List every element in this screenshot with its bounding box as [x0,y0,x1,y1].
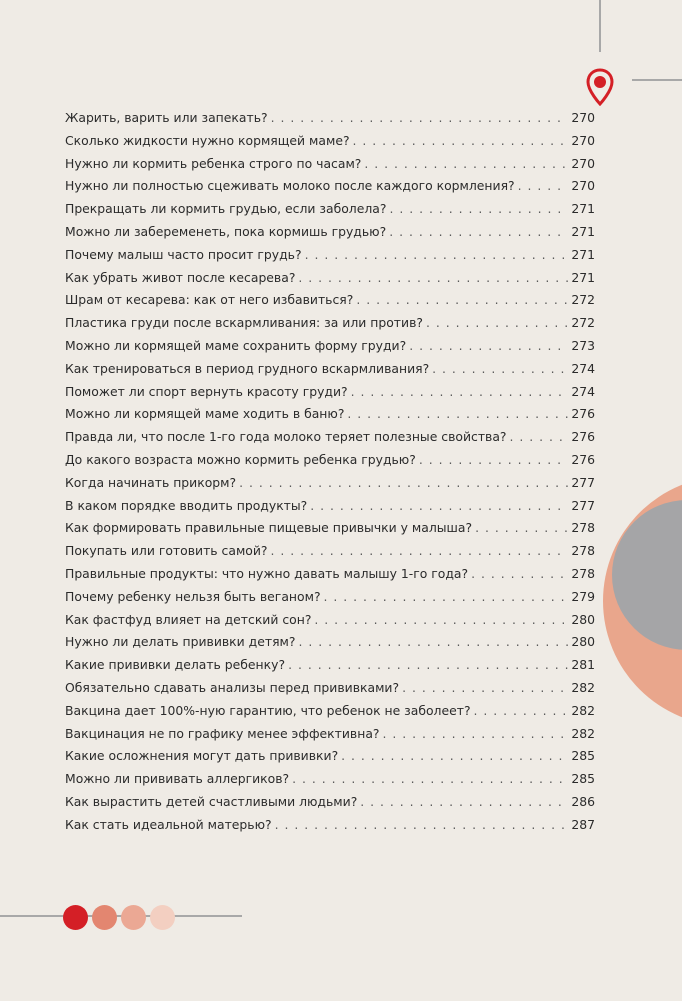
toc-entry-page: 276 [571,451,595,467]
toc-entry-page: 286 [571,793,595,809]
toc-entry [65,631,595,654]
toc-entry [65,654,595,677]
toc-entry-title: Как вырастить детей счастливыми людьми? [65,793,358,809]
toc-entry-title: Можно ли прививать аллергиков? [65,771,290,787]
toc-entry [65,723,595,746]
toc-leader-dots [432,358,568,381]
toc-leader-dots [351,381,569,404]
toc-entry [65,403,595,426]
toc-entry [65,198,595,221]
toc-entry-title: Нужно ли полностью сцеживать молоко после каждого кормления? [65,178,515,194]
toc-entry-title: Сколько жидкости нужно кормящей маме? [65,132,350,148]
toc-entry-page: 285 [571,748,595,764]
toc-leader-dots [409,335,568,358]
toc-entry-title: Правильные продукты: что нужно давать малышу 1-го года? [65,565,469,581]
toc-entry-page: 285 [571,771,595,787]
toc-entry-page: 282 [571,725,595,741]
toc-leader-dots [310,495,568,518]
toc-entry-title: Можно ли кормящей маме ходить в баню? [65,406,345,422]
toc-entry-title: Как формировать правильные пищевые привычки у малыша? [65,520,473,536]
toc-leader-dots [341,745,568,768]
toc-entry-title: Как убрать живот после кесарева? [65,269,296,285]
toc-entry-title: Жарить, варить или запекать? [65,110,268,125]
toc-entry-title: Обязательно сдавать анализы перед прививками? [65,679,400,695]
progress-dot-salmon [92,905,117,930]
toc-entry [65,221,595,244]
toc-entry [65,267,595,290]
toc-entry-title: Нужно ли делать прививки детям? [65,634,296,650]
toc-entry [65,153,595,176]
toc-entry-title: Как стать идеальной матерью? [65,816,272,832]
toc-entry [65,244,595,267]
top-vertical-line [599,0,601,52]
toc-entry-title: В каком порядке вводить продукты? [65,497,308,513]
toc-entry-page: 282 [571,702,595,718]
toc-entry [65,700,595,723]
toc-entry [65,130,595,153]
toc-leader-dots [288,654,568,677]
toc-entry-title: Почему малыш часто просит грудь? [65,246,302,262]
toc-entry [65,540,595,563]
progress-dot-light-salmon [121,905,146,930]
toc-entry [65,768,595,791]
toc-leader-dots [324,586,569,609]
toc-entry-page: 270 [571,132,595,148]
toc-entry-page: 277 [571,497,595,513]
toc-leader-dots [298,267,568,290]
progress-dot-red [63,905,88,930]
toc-leader-dots [292,768,568,791]
toc-entry-page: 273 [571,337,595,353]
toc-entry [65,472,595,495]
toc-leader-dots [419,449,569,472]
toc-entry [65,289,595,312]
toc-entry-title: Прекращать ли кормить грудью, если заболела? [65,201,387,217]
toc-entry-page: 276 [571,429,595,445]
toc-entry [65,495,595,518]
toc-leader-dots [389,198,568,221]
toc-leader-dots [360,791,568,814]
toc-entry [65,609,595,632]
toc-leader-dots [298,631,568,654]
toc-entry-title: Поможет ли спорт вернуть красоту груди? [65,383,348,399]
toc-leader-dots [314,609,568,632]
toc-entry-title: Покупать или готовить самой? [65,543,268,559]
toc-leader-dots [275,814,569,837]
toc-leader-dots [389,221,568,244]
toc-entry-page: 271 [571,223,595,239]
toc-leader-dots [471,563,568,586]
toc-entry [65,107,595,130]
toc-entry-page: 271 [571,246,595,262]
toc-leader-dots [518,175,569,198]
toc-leader-dots [239,472,568,495]
toc-entry-title: Шрам от кесарева: как от него избавиться? [65,292,354,308]
toc-entry-page: 270 [571,178,595,194]
toc-entry-title: Как тренироваться в период грудного вскармливания? [65,360,430,376]
toc-leader-dots [510,426,569,449]
toc-leader-dots [383,723,569,746]
toc-leader-dots [475,517,568,540]
toc-entry [65,312,595,335]
toc-entry [65,381,595,404]
toc-entry [65,426,595,449]
top-horizontal-line [632,79,682,81]
progress-dot-pale [150,905,175,930]
toc-leader-dots [271,107,569,130]
toc-entry-page: 272 [571,292,595,308]
toc-entry [65,335,595,358]
toc-leader-dots [364,153,568,176]
toc-leader-dots [347,403,568,426]
toc-leader-dots [474,700,569,723]
toc-entry-title: Нужно ли кормить ребенка строго по часам? [65,155,362,171]
toc-entry-title: Вакцина дает 100%-ную гарантию, что ребенок не заболеет? [65,702,471,718]
toc-entry-page: 282 [571,679,595,695]
toc-entry-title: Правда ли, что после 1-го года молоко теряет полезные свойства? [65,429,507,445]
toc-entry-page: 274 [571,383,595,399]
toc-entry-title: Какие осложнения могут дать прививки? [65,748,339,764]
toc-entry-page: 277 [571,474,595,490]
toc-entry-page: 272 [571,315,595,331]
toc-leader-dots [402,677,568,700]
toc-entry-page: 270 [571,155,595,171]
toc-entry [65,449,595,472]
toc-leader-dots [305,244,569,267]
toc-leader-dots [271,540,569,563]
toc-entry-page: 287 [571,816,595,832]
toc-entry [65,586,595,609]
toc-entry-page: 271 [571,269,595,285]
toc-entry [65,677,595,700]
toc-entry-title: Вакцинация не по графику менее эффективна? [65,725,380,741]
toc-entry-page: 280 [571,611,595,627]
toc-entry-page: 281 [571,657,595,673]
toc-entry [65,517,595,540]
table-of-contents [65,107,595,837]
toc-entry [65,358,595,381]
toc-entry-title: Когда начинать прикорм? [65,474,237,490]
toc-entry-page: 274 [571,360,595,376]
toc-leader-dots [356,289,568,312]
toc-entry-page: 280 [571,634,595,650]
toc-entry-title: Пластика груди после вскармливания: за или против? [65,315,423,331]
toc-entry-title: Можно ли забеременеть, пока кормишь грудью? [65,223,387,239]
toc-entry [65,175,595,198]
toc-leader-dots [353,130,569,153]
toc-entry-title: Можно ли кормящей маме сохранить форму груди? [65,337,407,353]
toc-entry [65,563,595,586]
toc-entry-title: Какие прививки делать ребенку? [65,657,286,673]
toc-entry-title: Как фастфуд влияет на детский сон? [65,611,312,627]
toc-entry [65,814,595,837]
toc-leader-dots [426,312,568,335]
toc-entry-page: 279 [571,588,595,604]
toc-entry-page: 278 [571,520,595,536]
toc-entry-page: 278 [571,565,595,581]
toc-entry-title: Почему ребенку нельзя быть веганом? [65,588,321,604]
toc-entry-page: 270 [571,110,595,125]
toc-entry-page: 278 [571,543,595,559]
toc-entry-title: До какого возраста можно кормить ребенка грудью? [65,451,416,467]
toc-entry-page: 276 [571,406,595,422]
toc-entry-page: 271 [571,201,595,217]
location-pin-icon [586,68,614,106]
toc-entry [65,791,595,814]
toc-entry [65,745,595,768]
